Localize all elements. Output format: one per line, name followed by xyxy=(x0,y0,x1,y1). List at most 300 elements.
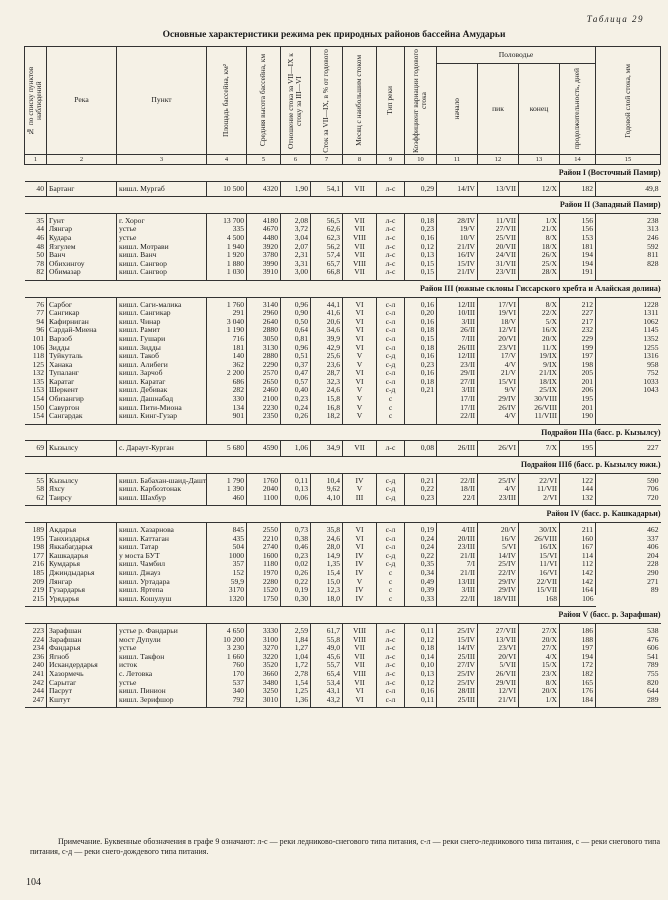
table-cell: 106 xyxy=(32,343,44,352)
table-cell: л-с xyxy=(377,251,405,260)
table-cell: 23/III xyxy=(437,543,478,552)
table-cell: 43,1 xyxy=(311,687,343,696)
table-cell: 0,96 xyxy=(281,344,311,353)
table-cell: 1352 xyxy=(596,335,661,344)
table-cell: 2,78 xyxy=(281,670,311,679)
table-cell: 44 xyxy=(36,225,44,234)
table-cell: 56,5 xyxy=(311,213,343,225)
table-row xyxy=(25,569,661,578)
table-cell: 4/V xyxy=(478,412,519,424)
table-cell: с-д xyxy=(377,560,405,569)
table-cell: 0,38 xyxy=(281,535,311,544)
table-cell: 20/X xyxy=(519,335,560,344)
table-cell: 125 xyxy=(32,360,44,369)
table-cell: с-л xyxy=(377,318,405,327)
table-cell: исток xyxy=(117,661,207,670)
table-cell xyxy=(596,268,661,280)
table-cell: 25/VII xyxy=(478,234,519,243)
table-cell: 153 xyxy=(560,234,596,243)
table-cell: л-с xyxy=(377,644,405,653)
table-cell: Зидды xyxy=(47,344,117,353)
table-cell: 706 xyxy=(596,485,661,494)
table-cell: 66,8 xyxy=(311,268,343,280)
table-cell: 0,11 xyxy=(405,696,437,708)
table-cell: 25/III xyxy=(437,653,478,662)
table-cell: 35,8 xyxy=(311,523,343,535)
table-cell: VII xyxy=(343,644,377,653)
section-title: Подрайон IIIа (басс. р. Кызылсу) xyxy=(25,424,661,441)
table-cell: 212 xyxy=(560,297,596,309)
table-cell: 181 xyxy=(560,243,596,252)
table-cell: 14/IV xyxy=(437,644,478,653)
table-cell: 142 xyxy=(560,578,596,587)
table-cell: VI xyxy=(343,378,377,387)
table-cell: 541 xyxy=(596,653,661,662)
table-cell: Каратаг xyxy=(47,378,117,387)
table-cell: устье xyxy=(117,234,207,243)
table-cell: III xyxy=(343,494,377,506)
header-flood-start: начало xyxy=(437,64,478,155)
table-cell: кишл. Саги-малика xyxy=(117,297,207,309)
column-number: 12 xyxy=(478,155,519,165)
table-cell: Туйкуталь xyxy=(47,352,117,361)
table-cell: 1,72 xyxy=(281,661,311,670)
table-cell: с xyxy=(377,595,405,607)
table-cell: 12/VI xyxy=(478,326,519,335)
table-cell: 0,23 xyxy=(405,494,437,506)
table-cell: 1,90 xyxy=(281,181,311,197)
table-cell: IV xyxy=(343,552,377,561)
table-cell: 828 xyxy=(596,260,661,269)
table-row xyxy=(25,213,661,225)
table-cell: кишл. Татар xyxy=(117,543,207,552)
table-cell: 1 790 xyxy=(207,473,247,485)
table-cell: VIII xyxy=(343,260,377,269)
table-cell: 28,0 xyxy=(311,543,343,552)
table-cell: 211 xyxy=(560,523,596,535)
table-cell: V xyxy=(343,412,377,424)
table-cell: Зарафшан xyxy=(47,636,117,645)
table-cell: 8/X xyxy=(519,679,560,688)
table-body xyxy=(25,165,661,708)
table-cell: Сангардак xyxy=(47,412,117,424)
header-point: Пункт xyxy=(117,47,207,155)
table-row xyxy=(25,386,661,395)
table-cell: кишл. Рамит xyxy=(117,326,207,335)
table-cell: 190 xyxy=(560,412,596,424)
table-cell: Хазормечь xyxy=(47,670,117,679)
table-cell: 0,13 xyxy=(405,251,437,260)
table-cell: 0,33 xyxy=(405,595,437,607)
table-cell: 1 940 xyxy=(207,243,247,252)
table-cell: 15/VII xyxy=(519,586,560,595)
table-cell: 164 xyxy=(560,586,596,595)
table-cell: 3270 xyxy=(247,644,281,653)
header-mean-height: Средняя высота бассейна, км xyxy=(247,47,281,155)
table-cell: 22/VII xyxy=(519,578,560,587)
table-cell: 219 xyxy=(32,586,44,595)
table-cell: 25/IX xyxy=(519,386,560,395)
header-runoff-percent: Сток за VII—IX, в % от годового xyxy=(311,47,343,155)
table-cell: 1 880 xyxy=(207,260,247,269)
table-cell: 3,00 xyxy=(281,268,311,280)
table-cell: кишл. Дебивак xyxy=(117,386,207,395)
table-row xyxy=(25,560,661,569)
table-cell: Обихингоу xyxy=(47,260,117,269)
table-cell: VIII xyxy=(343,623,377,635)
table-cell: Зарафшан xyxy=(47,623,117,635)
table-row xyxy=(25,225,661,234)
table-cell: 15/VI xyxy=(478,378,519,387)
table-cell: 1/X xyxy=(519,213,560,225)
table-cell: 0,06 xyxy=(281,494,311,506)
table-cell: Гунт xyxy=(47,213,117,225)
table-cell: 106 xyxy=(560,595,596,607)
table-cell: 21/V xyxy=(478,369,519,378)
table-cell: 3100 xyxy=(247,636,281,645)
column-number: 13 xyxy=(519,155,560,165)
table-cell: 17/II xyxy=(437,404,478,413)
table-cell: 1520 xyxy=(247,586,281,595)
table-cell: 16/IX xyxy=(519,543,560,552)
table-cell: 0,51 xyxy=(281,352,311,361)
table-cell: Ванч xyxy=(47,251,117,260)
table-cell: Язгулем xyxy=(47,243,117,252)
table-cell: с xyxy=(377,412,405,424)
table-cell: 101 xyxy=(32,334,44,343)
table-cell: 1,84 xyxy=(281,636,311,645)
table-cell: 1,04 xyxy=(281,653,311,662)
table-cell: с-л xyxy=(377,378,405,387)
table-cell: 0,22 xyxy=(405,552,437,561)
column-number-row xyxy=(25,155,661,165)
table-cell: с xyxy=(377,395,405,404)
table-cell xyxy=(596,404,661,413)
table-cell: 26/II xyxy=(437,326,478,335)
table-cell: 271 xyxy=(596,578,661,587)
table-cell: 3920 xyxy=(247,243,281,252)
table-cell: 25/III xyxy=(437,696,478,708)
table-cell: 335 xyxy=(207,225,247,234)
table-cell: 16/IV xyxy=(437,251,478,260)
column-number: 1 xyxy=(25,155,47,165)
table-cell: 21/II xyxy=(437,552,478,561)
table-cell: 82 xyxy=(25,268,47,280)
table-cell: 0,73 xyxy=(281,523,311,535)
table-cell: мост Дупули xyxy=(117,636,207,645)
table-cell: с-л xyxy=(377,344,405,353)
table-cell: с-д xyxy=(377,473,405,485)
table-cell: кишл. Такфон xyxy=(117,653,207,662)
table-cell: 160 xyxy=(560,535,596,544)
table-cell: 0,18 xyxy=(405,326,437,335)
table-cell: 811 xyxy=(596,251,661,260)
header-runoff-ratio: Отношение стока за VII—IX к стоку за III—VI xyxy=(281,47,311,155)
table-cell: IV xyxy=(343,569,377,578)
table-cell: 2650 xyxy=(247,378,281,387)
table-cell: 0,26 xyxy=(281,412,311,424)
table-cell: 2,08 xyxy=(281,213,311,225)
table-cell: с-л xyxy=(377,523,405,535)
table-cell: 22/VI xyxy=(519,473,560,485)
table-cell: 8/X xyxy=(519,297,560,309)
table-cell: 22/II xyxy=(437,473,478,485)
table-cell: Кафирниган xyxy=(47,318,117,327)
table-cell: 590 xyxy=(596,473,661,485)
table-cell: 191 xyxy=(560,268,596,280)
table-row xyxy=(25,352,661,361)
table-cell: л-с xyxy=(377,661,405,670)
table-cell: 340 xyxy=(207,687,247,696)
table-cell: 1316 xyxy=(596,352,661,361)
table-cell: 2280 xyxy=(247,578,281,587)
table-cell: л-с xyxy=(377,213,405,225)
table-row xyxy=(25,361,661,370)
table-row xyxy=(25,485,661,494)
table-cell: 217 xyxy=(560,318,596,327)
table-cell: 17/II xyxy=(437,395,478,404)
table-cell: 1/X xyxy=(519,696,560,708)
table-cell: 1 920 xyxy=(207,251,247,260)
table-row xyxy=(25,441,661,457)
table-cell: 228 xyxy=(596,560,661,569)
table-cell: 0,19 xyxy=(281,586,311,595)
table-cell: 820 xyxy=(596,679,661,688)
table-cell: 3910 xyxy=(247,268,281,280)
table-cell: 3140 xyxy=(247,297,281,309)
table-cell: 1145 xyxy=(596,326,661,335)
column-number: 15 xyxy=(596,155,661,165)
table-cell: 69 xyxy=(25,441,47,457)
table-cell: 29/IV xyxy=(478,395,519,404)
table-cell: 30/VIII xyxy=(519,395,560,404)
table-cell: 185 xyxy=(32,568,44,577)
table-cell xyxy=(405,395,437,404)
table-cell: 1,06 xyxy=(281,441,311,457)
table-cell: 11/VIII xyxy=(519,412,560,424)
table-cell: с-д xyxy=(377,352,405,361)
table-cell: 165 xyxy=(560,679,596,688)
table-cell: 27/II xyxy=(437,378,478,387)
column-number: 14 xyxy=(560,155,596,165)
table-cell: 23/VI xyxy=(478,344,519,353)
table-cell: 28/IV xyxy=(437,213,478,225)
table-cell: 234 xyxy=(32,644,44,653)
table-row xyxy=(25,395,661,404)
table-cell: 0,21 xyxy=(405,473,437,485)
section-title: Район IV (басс. р. Кашкадарьи) xyxy=(25,506,661,523)
table-cell: 29/IV xyxy=(478,578,519,587)
table-cell: 31/VII xyxy=(478,260,519,269)
table-cell: 1062 xyxy=(596,318,661,327)
table-cell: 1,27 xyxy=(281,644,311,653)
table-cell: 4/V xyxy=(478,485,519,494)
table-cell: 0,26 xyxy=(281,569,311,578)
table-cell: Кштут xyxy=(47,696,117,708)
table-cell: 18/V xyxy=(478,318,519,327)
table-cell: 199 xyxy=(560,344,596,353)
table-cell: 3780 xyxy=(247,251,281,260)
table-cell: кишл. Джауз xyxy=(117,569,207,578)
table-cell: 43,2 xyxy=(311,696,343,708)
table-row xyxy=(25,623,661,635)
table-row xyxy=(25,644,661,653)
table-cell: 14/IV xyxy=(437,181,478,197)
table-cell: 96 xyxy=(36,326,44,335)
table-cell: 15/IV xyxy=(437,260,478,269)
table-cell: 22/I xyxy=(437,494,478,506)
table-cell: 1180 xyxy=(247,560,281,569)
table-row xyxy=(25,318,661,327)
table-cell: VII xyxy=(343,661,377,670)
table-cell: 0,23 xyxy=(281,395,311,404)
table-cell: 2290 xyxy=(247,361,281,370)
table-cell: 16/V xyxy=(478,535,519,544)
table-cell: VIII xyxy=(343,234,377,243)
table-row xyxy=(25,661,661,670)
table-cell: 32,3 xyxy=(311,378,343,387)
table-cell: 1970 xyxy=(247,569,281,578)
table-cell: 0,16 xyxy=(405,352,437,361)
table-cell: 61,7 xyxy=(311,623,343,635)
table-cell: 537 xyxy=(207,679,247,688)
table-cell: 3010 xyxy=(247,696,281,708)
table-cell: 0,08 xyxy=(405,441,437,457)
table-cell: л-с xyxy=(377,653,405,662)
table-cell: 0,19 xyxy=(405,523,437,535)
table-row xyxy=(25,679,661,688)
table-cell: 1100 xyxy=(247,494,281,506)
table-cell: 50 xyxy=(36,251,44,260)
table-cell: 0,16 xyxy=(405,297,437,309)
table-cell: 26/VI xyxy=(478,441,519,457)
table-cell: 1,35 xyxy=(311,560,343,569)
table-cell: 19/VI xyxy=(478,309,519,318)
table-cell: кишл. Зидды xyxy=(117,344,207,353)
table-cell: 10/V xyxy=(437,234,478,243)
table-cell: 201 xyxy=(560,404,596,413)
table-cell: 18/II xyxy=(437,485,478,494)
table-cell: кишл. Кошулуш xyxy=(117,595,207,607)
table-cell: 0,15 xyxy=(405,260,437,269)
table-row xyxy=(25,260,661,269)
table-cell: 752 xyxy=(596,369,661,378)
table-cell: кишл. Гушари xyxy=(117,335,207,344)
table-cell: 25/IV xyxy=(437,670,478,679)
table-cell: 4180 xyxy=(247,213,281,225)
table-cell: 0,46 xyxy=(281,543,311,552)
table-cell: 21/IV xyxy=(437,243,478,252)
table-row xyxy=(25,404,661,413)
table-cell: 0,39 xyxy=(405,586,437,595)
table-cell: 0,49 xyxy=(405,578,437,587)
table-cell: 10,4 xyxy=(311,473,343,485)
table-cell: 18/VIII xyxy=(478,595,519,607)
section-title: Район II (Западный Памир) xyxy=(25,197,661,214)
table-cell: 3 230 xyxy=(207,644,247,653)
table-cell: 1,25 xyxy=(281,687,311,696)
table-cell: 23/VII xyxy=(478,268,519,280)
table-cell: 0,11 xyxy=(281,473,311,485)
table-row xyxy=(25,552,661,561)
table-cell: 337 xyxy=(596,535,661,544)
table-cell: 0,11 xyxy=(405,623,437,635)
table-cell: 198 xyxy=(560,361,596,370)
table-cell: 0,13 xyxy=(405,670,437,679)
table-cell: 132 xyxy=(560,494,596,506)
table-cell: 2740 xyxy=(247,543,281,552)
table-cell: с xyxy=(377,578,405,587)
table-cell: 1760 xyxy=(247,473,281,485)
table-cell: VII xyxy=(343,181,377,197)
table-cell: Бартанг xyxy=(47,181,117,197)
table-cell: 538 xyxy=(596,623,661,635)
table-cell: 122 xyxy=(560,473,596,485)
table-cell: 18,2 xyxy=(311,412,343,424)
table-row xyxy=(25,543,661,552)
table-cell: 2960 xyxy=(247,309,281,318)
table-cell: 25/X xyxy=(519,260,560,269)
table-cell: 170 xyxy=(207,670,247,679)
table-cell: 195 xyxy=(32,534,44,543)
table-cell: 3170 xyxy=(207,586,247,595)
table-cell: 195 xyxy=(560,395,596,404)
table-cell: 24,6 xyxy=(311,386,343,395)
column-number: 4 xyxy=(207,155,247,165)
section-header xyxy=(25,506,661,523)
table-cell: 4/X xyxy=(519,653,560,662)
table-cell: 2 200 xyxy=(207,369,247,378)
header-river-type: Тип реки xyxy=(377,47,405,155)
table-cell: 592 xyxy=(596,243,661,252)
table-row xyxy=(25,326,661,335)
table-cell: 686 xyxy=(207,378,247,387)
table-cell: 7/X xyxy=(519,441,560,457)
table-cell: кишл. Сангикар xyxy=(117,309,207,318)
table-cell: Сардай-Миена xyxy=(47,326,117,335)
table-cell: 28,7 xyxy=(311,369,343,378)
table-cell: 198 xyxy=(32,543,44,552)
table-cell: 21/IV xyxy=(437,268,478,280)
table-cell: 77 xyxy=(36,309,44,318)
table-cell: 247 xyxy=(25,696,47,708)
table-cell: Ягноб xyxy=(47,653,117,662)
table-cell: 1750 xyxy=(247,595,281,607)
table-cell: 0,18 xyxy=(405,644,437,653)
table-cell: 291 xyxy=(207,309,247,318)
table-row xyxy=(25,234,661,243)
table-cell: Лянгар xyxy=(47,225,117,234)
table-cell: 2230 xyxy=(247,404,281,413)
section-header xyxy=(25,607,661,624)
table-cell: 0,35 xyxy=(405,560,437,569)
table-cell: 3220 xyxy=(247,653,281,662)
table-row xyxy=(25,412,661,424)
table-cell: 0,16 xyxy=(405,687,437,696)
table-cell: 9/V xyxy=(478,386,519,395)
table-cell: 2880 xyxy=(247,352,281,361)
table-cell: VII xyxy=(343,653,377,662)
table-cell: 197 xyxy=(560,352,596,361)
table-cell: кишл. Пинион xyxy=(117,687,207,696)
column-number: 9 xyxy=(377,155,405,165)
table-cell: с xyxy=(377,404,405,413)
table-cell: кишл. Уртадара xyxy=(117,578,207,587)
table-cell: 49,8 xyxy=(596,181,661,197)
table-cell: 3520 xyxy=(247,661,281,670)
column-number: 6 xyxy=(281,155,311,165)
table-cell: 39,9 xyxy=(311,335,343,344)
